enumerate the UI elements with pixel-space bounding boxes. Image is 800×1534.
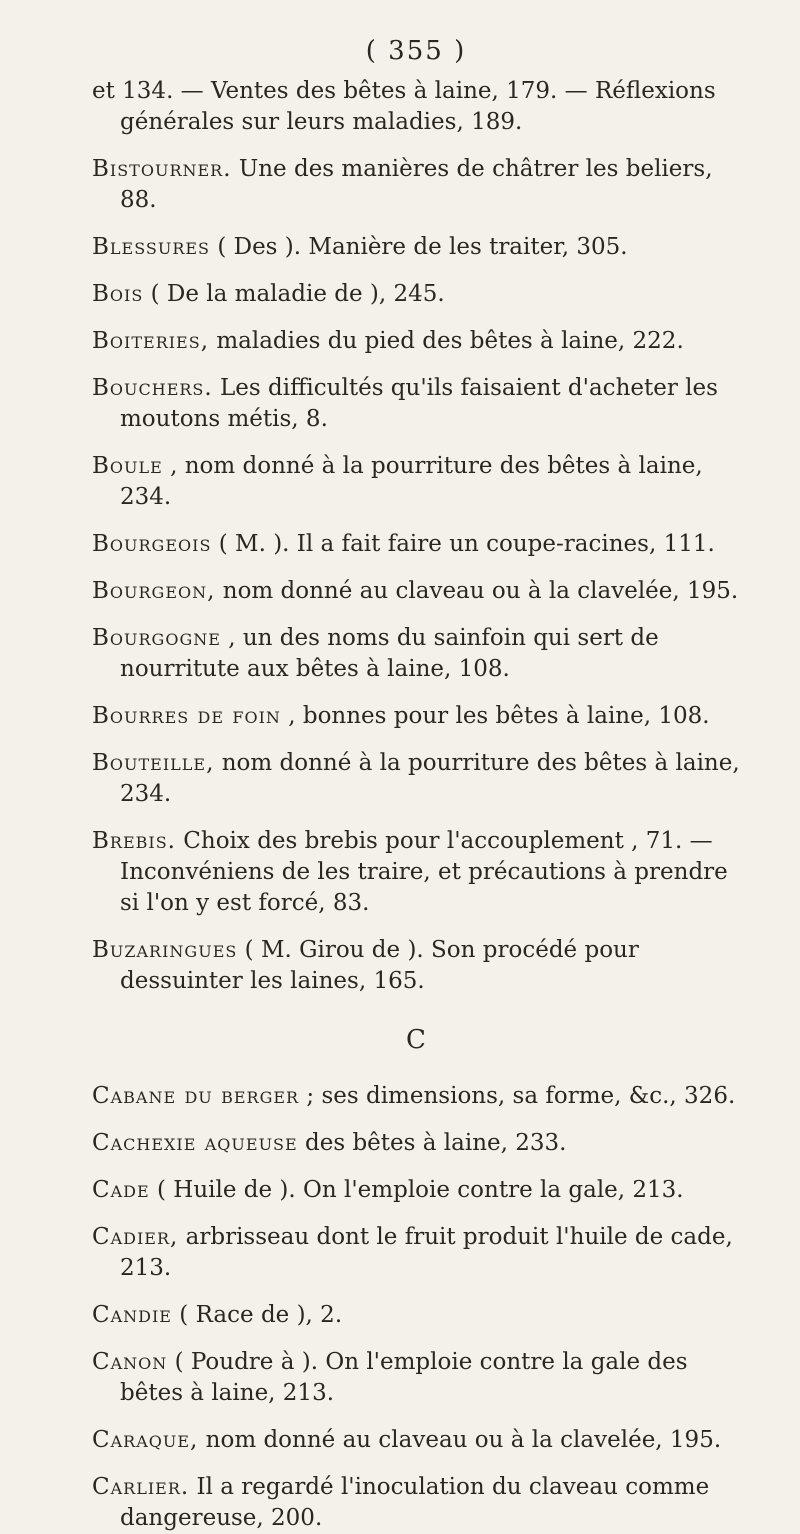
index-entry (92, 279, 740, 310)
entries-b (92, 154, 740, 997)
index-entry (92, 154, 740, 216)
entry-text: , bonnes pour les bêtes à laine, 108. (280, 703, 710, 729)
entry-text: ( Race de ), 2. (171, 1302, 343, 1328)
index-entry (92, 576, 740, 607)
entry-text: nom donné au claveau ou à la clavelée, 195. (198, 1427, 722, 1453)
index-entry (92, 326, 740, 357)
index-entry (92, 1175, 740, 1206)
index-entry (92, 748, 740, 810)
index-entry (92, 1347, 740, 1409)
entry-text: ( Des ). Manière de les traiter, 305. (210, 234, 628, 260)
entry-text: des bêtes à laine, 233. (297, 1130, 567, 1156)
entry-text: ( De la maladie de ), 245. (143, 281, 445, 307)
continued-entry: et 134. — Ventes des bêtes à laine, 179. — Réflexions générales sur leurs maladies, 189. (92, 78, 716, 135)
entry-text: Les difficultés qu'ils faisaient d'acheter les moutons métis, 8. (120, 375, 718, 432)
entry-headword: Canon (92, 1349, 168, 1375)
entry-headword: Carlier. (92, 1474, 190, 1500)
entry-headword: Blessures (92, 234, 211, 260)
section-letter: C (406, 1025, 426, 1055)
page-number: ( 355 ) (365, 36, 467, 66)
entry-text: ( M. ). Il a fait faire un coupe-racines, 111. (211, 531, 715, 557)
entry-headword: Caraque, (92, 1427, 199, 1453)
index-entry (92, 1300, 740, 1331)
entry-headword: Cachexie aqueuse (92, 1130, 298, 1156)
index-entry (92, 373, 740, 435)
index-entry (92, 623, 740, 685)
entry-headword: Cade (92, 1177, 150, 1203)
index-entry (92, 232, 740, 263)
entry-headword: Bois (92, 281, 144, 307)
entry-text: nom donné au claveau ou à la clavelée, 195. (215, 578, 739, 604)
entries-c (92, 1081, 740, 1534)
entry-text: maladies du pied des bêtes à laine, 222. (209, 328, 684, 354)
index-entry (92, 529, 740, 560)
entry-text: , un des noms du sainfoin qui sert de nourritute aux bêtes à laine, 108. (120, 625, 659, 682)
entry-headword: Bourgeon, (92, 578, 216, 604)
entry-text: ( Poudre à ). On l'emploie contre la gale des bêtes à laine, 213. (120, 1349, 688, 1406)
entry-text: ( Huile de ). On l'emploie contre la gale, 213. (149, 1177, 684, 1203)
entry-text: Choix des brebis pour l'accouplement , 71. — Inconvéniens de les traire, et précautions à prendre si l'on y est forcé, 83. (120, 828, 728, 916)
entry-headword: Candie (92, 1302, 172, 1328)
entry-text: Une des manières de châtrer les beliers, 88. (120, 156, 713, 213)
entry-headword: Brebis. (92, 828, 176, 854)
index-entry (92, 1081, 740, 1112)
entry-headword: Bourgogne (92, 625, 221, 651)
entry-text: ; ses dimensions, sa forme, &c., 326. (299, 1083, 736, 1109)
entry-headword: Bouteille, (92, 750, 215, 776)
entry-headword: Boule (92, 453, 163, 479)
entry-headword: Boiteries, (92, 328, 210, 354)
entry-text: , nom donné à la pourriture des bêtes à laine, 234. (120, 453, 703, 510)
index-entry (92, 1222, 740, 1284)
entry-text: nom donné à la pourriture des bêtes à laine, 234. (120, 750, 740, 807)
index-entry (92, 935, 740, 997)
entry-headword: Buzaringues (92, 937, 238, 963)
index-entry (92, 701, 740, 732)
index-entry (92, 1128, 740, 1159)
entry-headword: Cabane du berger (92, 1083, 300, 1109)
entry-text: Il a regardé l'inoculation du claveau comme dangereuse, 200. (120, 1474, 710, 1531)
entry-text: arbrisseau dont le fruit produit l'huile de cade, 213. (120, 1224, 733, 1281)
entry-headword: Cadier, (92, 1224, 179, 1250)
index-entry (92, 451, 740, 513)
index-entry (92, 1425, 740, 1456)
entry-headword: Bourgeois (92, 531, 212, 557)
index-entry (92, 826, 740, 919)
entry-headword: Bouchers. (92, 375, 213, 401)
entry-text: ( M. Girou de ). Son procédé pour dessuinter les laines, 165. (120, 937, 639, 994)
entry-headword: Bistourner. (92, 156, 232, 182)
entry-headword: Bourres de foin (92, 703, 281, 729)
index-entry (92, 1472, 740, 1534)
